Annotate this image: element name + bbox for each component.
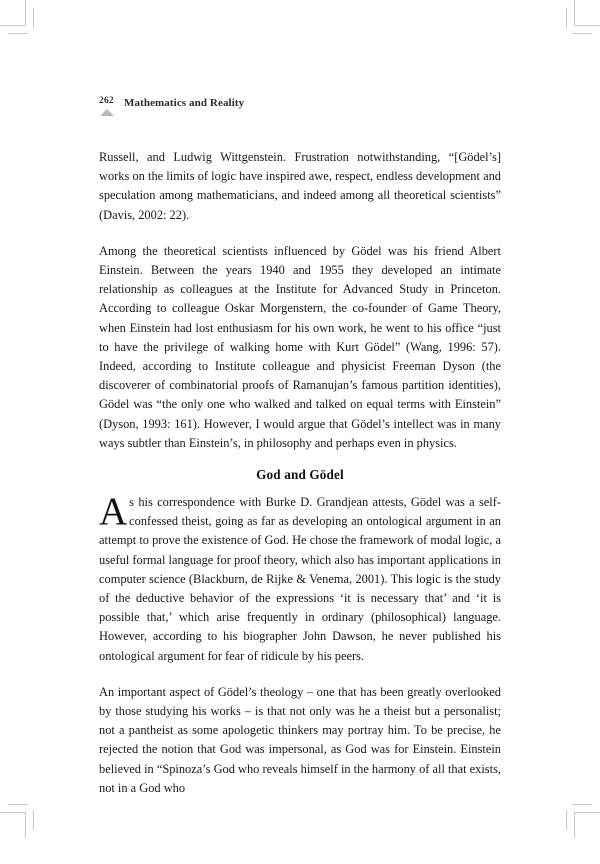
paragraph-einstein: Among the theoretical scientists influenced by Gödel was his friend Albert Einstein. Between the years 1940 and 1955 they developed an intimate relationship as colleagues at the Institute for Advanced Study in Princeton. According to colleague Oskar Morgenstern, the co-founder of Game Theory, when Einstein had lost enthusiasm for his own work, he went to his office “just to have the privilege of walking home with Kurt Gödel” (Wang, 1996: 57). Indeed, according to Institute colleague and physicist Freeman Dyson (the discoverer of combinatorial proofs of Ramanujan’s famous partition identities), Gödel was “the only one who walked and talked on equal terms with Einstein” (Dyson, 1993: 161). However, I would argue that Gödel’s intellect was in many ways subtler than Einstein’s, in philosophy and perhaps even in physics.: [99, 243, 501, 450]
running-head-title: Mathematics and Reality: [124, 97, 245, 109]
crop-mark-line-vertical-inner: [566, 8, 567, 28]
body-text: [99, 148, 501, 815]
crop-mark-line-horizontal: [0, 25, 26, 26]
crop-mark-line-horizontal: [574, 812, 600, 813]
crop-mark-line-vertical: [574, 0, 575, 26]
crop-mark-line-vertical-inner: [33, 810, 34, 830]
crop-mark-line-horizontal-inner: [572, 804, 592, 805]
crop-mark-line-horizontal-inner: [572, 33, 592, 34]
crop-mark-line-horizontal: [574, 25, 600, 26]
crop-mark-line-vertical-inner: [566, 810, 567, 830]
section-heading: God and Gödel: [256, 467, 344, 483]
triangle-marker-icon: [100, 109, 114, 116]
crop-mark-line-vertical: [25, 0, 26, 26]
crop-mark-line-vertical: [574, 812, 575, 838]
crop-mark-line-vertical-inner: [33, 8, 34, 28]
page-number: 262: [99, 96, 114, 106]
crop-mark-line-horizontal-inner: [8, 804, 28, 805]
crop-mark-line-horizontal-inner: [8, 33, 28, 34]
crop-mark-line-vertical: [25, 812, 26, 838]
paragraph-continuation: Russell, and Ludwig Wittgenstein. Frustration notwithstanding, “[Gödel’s] works on the limits of logic have inspired awe, respect, endless development and speculation among mathematicians, and indeed among all theoretical scientists” (Davis, 2002: 22).: [99, 150, 501, 222]
paragraph-ontological-argument: As his correspondence with Burke D. Grandjean attests, Gödel was a self-confessed theist, going as far as developing an ontological argument in an attempt to prove the existence of God. He chose the framework of modal logic, a useful formal language for proof theory, which also has important applications in computer science (Blackburn, de Rijke & Venema, 2001). This logic is the study of the deductive behavior of the expressions ‘it is necessary that’ and ‘it is possible that,’ which arise frequently in ordinary (philosophical) language. However, according to his biographer John Dawson, he never published his ontological argument for fear of ridicule by his peers.: [99, 490, 501, 663]
running-head: [99, 96, 501, 126]
paragraph-theology: An important aspect of Gödel’s theology – one that has been greatly overlooked by those studying his works – is that not only was he a theist but a personalist; not a pantheist as some apologetic thinkers may portray him. To be precise, he rejected the notion that God was impersonal, as God was for Einstein. Einstein believed in “Spinoza’s God who reveals himself in the harmony of all that exists, not in a God who: [99, 684, 501, 795]
crop-mark-line-horizontal: [0, 812, 26, 813]
